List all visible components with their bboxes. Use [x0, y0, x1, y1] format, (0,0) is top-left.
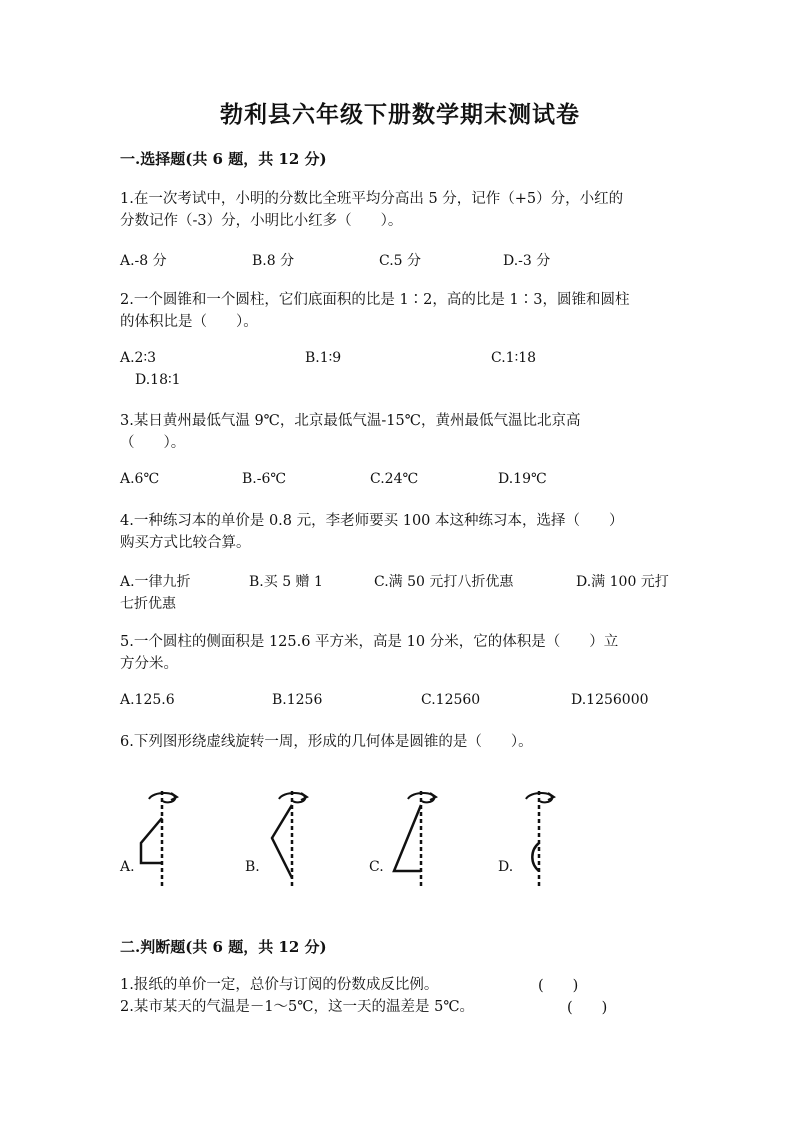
question-1-option-b: B.8 分	[252, 253, 295, 269]
question-3-line-2: （ ）。	[120, 435, 186, 451]
question-4-option-a: A.一律九折	[120, 574, 191, 590]
question-5-line-2: 方分米。	[120, 656, 178, 672]
figure-a-outline	[141, 818, 162, 863]
figure-a-label: A.	[120, 859, 135, 875]
section-heading-choice: 一.选择题(共 6 题，共 12 分)	[120, 150, 327, 168]
question-2-option-a: A.2∶3	[120, 350, 157, 366]
question-5-option-b: B.1256	[272, 692, 323, 708]
question-2-option-d: D.18∶1	[135, 372, 181, 388]
question-1-option-a: A.-8 分	[120, 253, 167, 269]
question-5-line-1: 5.一个圆柱的侧面积是 125.6 平方米，高是 10 分米，它的体积是（ ）立	[120, 634, 619, 650]
judgement-1-answer-blank: ( )	[538, 978, 579, 994]
question-4-option-d-continued: 七折优惠	[120, 596, 176, 612]
question-2-option-b: B.1∶9	[305, 350, 342, 366]
question-1-line-1: 1.在一次考试中，小明的分数比全班平均分高出 5 分，记作（+5）分，小红的	[120, 191, 624, 207]
question-3-line-1: 3.某日黄州最低气温 9℃，北京最低气温-15℃，黄州最低气温比北京高	[120, 413, 581, 429]
judgement-2-text: 2.某市某天的气温是－1～5℃，这一天的温差是 5℃。	[120, 999, 475, 1015]
figure-d-rotation-shape	[513, 783, 563, 893]
figure-d-label: D.	[498, 859, 514, 875]
figure-b-label: B.	[245, 859, 260, 875]
question-4-option-c: C.满 50 元打八折优惠	[374, 574, 514, 590]
question-5-option-c: C.12560	[421, 692, 481, 708]
figure-b-rotation-shape	[265, 783, 315, 893]
question-3-option-b: B.-6℃	[242, 471, 287, 487]
judgement-2-answer-blank: ( )	[567, 1000, 608, 1016]
question-3-option-d: D.19℃	[498, 471, 547, 487]
judgement-1-text: 1.报纸的单价一定，总价与订阅的份数成反比例。	[120, 977, 439, 993]
figure-b-outline	[272, 805, 292, 878]
question-2-line-2: 的体积比是（ ）。	[120, 314, 258, 330]
question-4-option-d: D.满 100 元打	[576, 574, 669, 590]
figure-c-outline	[394, 805, 421, 871]
section-heading-judgement: 二.判断题(共 6 题，共 12 分)	[120, 938, 327, 956]
question-4-option-b: B.买 5 赠 1	[249, 574, 323, 590]
question-1-option-c: C.5 分	[379, 253, 422, 269]
question-1-option-d: D.-3 分	[503, 253, 551, 269]
question-2-line-1: 2.一个圆锥和一个圆柱，它们底面积的比是 1∶2，高的比是 1∶3，圆锥和圆柱	[120, 292, 630, 308]
question-4-line-2: 购买方式比较合算。	[120, 535, 251, 551]
figure-c-label: C.	[369, 859, 384, 875]
page-title: 勃利县六年级下册数学期末测试卷	[220, 101, 580, 128]
question-5-option-d: D.1256000	[571, 692, 649, 708]
question-6-line-1: 6.下列图形绕虚线旋转一周，形成的几何体是圆锥的是（ ）。	[120, 734, 533, 750]
question-5-option-a: A.125.6	[120, 692, 175, 708]
question-2-option-c: C.1∶18	[491, 350, 537, 366]
figure-c-rotation-shape	[388, 783, 438, 893]
question-3-option-c: C.24℃	[370, 471, 419, 487]
question-1-line-2: 分数记作（-3）分，小明比小红多（ ）。	[120, 213, 403, 229]
figure-a-rotation-shape	[135, 783, 185, 893]
question-4-line-1: 4.一种练习本的单价是 0.8 元，李老师要买 100 本这种练习本，选择（ ）	[120, 513, 624, 529]
question-3-option-a: A.6℃	[120, 471, 160, 487]
